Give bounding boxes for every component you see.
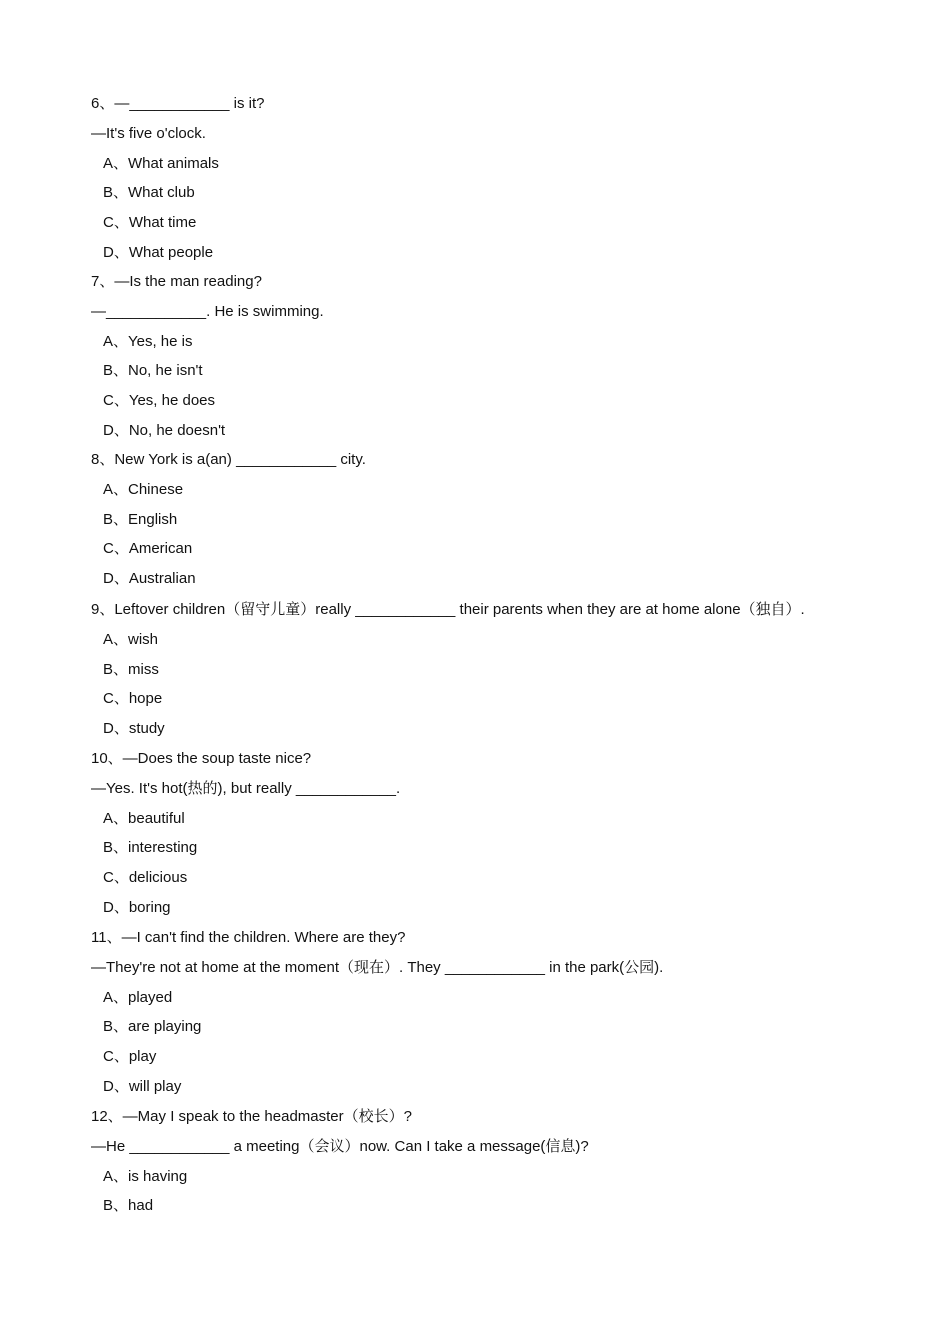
- option-c[interactable]: C、What time: [103, 214, 197, 232]
- option-d[interactable]: D、boring: [103, 898, 171, 916]
- question-stem: 11、—I can't find the children. Where are they?: [91, 929, 406, 946]
- question-10: [91, 744, 891, 923]
- question-stem: —They're not at home at the moment（现在）. They ____________ in the park(公园).: [91, 958, 664, 976]
- question-stem: 10、—Does the soup taste nice?: [91, 750, 312, 767]
- question-7: [91, 267, 891, 446]
- question-9: [91, 595, 891, 744]
- option-d[interactable]: D、Australian: [103, 570, 196, 588]
- option-a[interactable]: A、is having: [103, 1167, 188, 1185]
- option-a[interactable]: A、Chinese: [103, 480, 184, 498]
- option-b[interactable]: B、interesting: [103, 839, 198, 857]
- option-c[interactable]: C、American: [103, 540, 193, 558]
- option-a[interactable]: A、wish: [103, 630, 159, 648]
- option-a[interactable]: A、beautiful: [103, 809, 185, 827]
- option-c[interactable]: C、hope: [103, 690, 163, 708]
- option-a[interactable]: A、Yes, he is: [103, 332, 193, 350]
- question-stem: 7、—Is the man reading?: [91, 273, 262, 290]
- question-8: [91, 445, 891, 594]
- question-stem: —____________. He is swimming.: [91, 302, 324, 320]
- option-b[interactable]: B、What club: [103, 184, 195, 202]
- option-c[interactable]: C、Yes, he does: [103, 392, 216, 410]
- option-d[interactable]: D、What people: [103, 243, 214, 261]
- question-stem: 12、—May I speak to the headmaster（校长）?: [91, 1108, 412, 1125]
- option-c[interactable]: C、play: [103, 1048, 157, 1066]
- question-12: [91, 1102, 891, 1221]
- question-11: [91, 923, 891, 1102]
- option-b[interactable]: B、English: [103, 510, 178, 528]
- option-c[interactable]: C、delicious: [103, 869, 188, 887]
- option-b[interactable]: B、had: [103, 1197, 154, 1215]
- option-b[interactable]: B、No, he isn't: [103, 362, 203, 380]
- option-b[interactable]: B、miss: [103, 660, 159, 678]
- question-stem: 8、New York is a(an) ____________ city.: [91, 451, 366, 468]
- option-d[interactable]: D、No, he doesn't: [103, 421, 226, 439]
- question-6: [91, 89, 891, 268]
- question-stem: —Yes. It's hot(热的), but really ____________.: [91, 779, 401, 797]
- question-stem: 6、—____________ is it?: [91, 95, 265, 112]
- option-d[interactable]: D、will play: [103, 1077, 182, 1095]
- option-d[interactable]: D、study: [103, 720, 165, 738]
- option-a[interactable]: A、What animals: [103, 154, 219, 172]
- question-stem: 9、Leftover children（留守儿童）really ____________ their parents when they are at home alone（独自）.: [91, 601, 805, 618]
- question-stem: —He ____________ a meeting（会议）now. Can I take a message(信息)?: [91, 1137, 589, 1155]
- option-a[interactable]: A、played: [103, 988, 173, 1006]
- question-stem: —It's five o'clock.: [91, 124, 206, 142]
- option-b[interactable]: B、are playing: [103, 1018, 202, 1036]
